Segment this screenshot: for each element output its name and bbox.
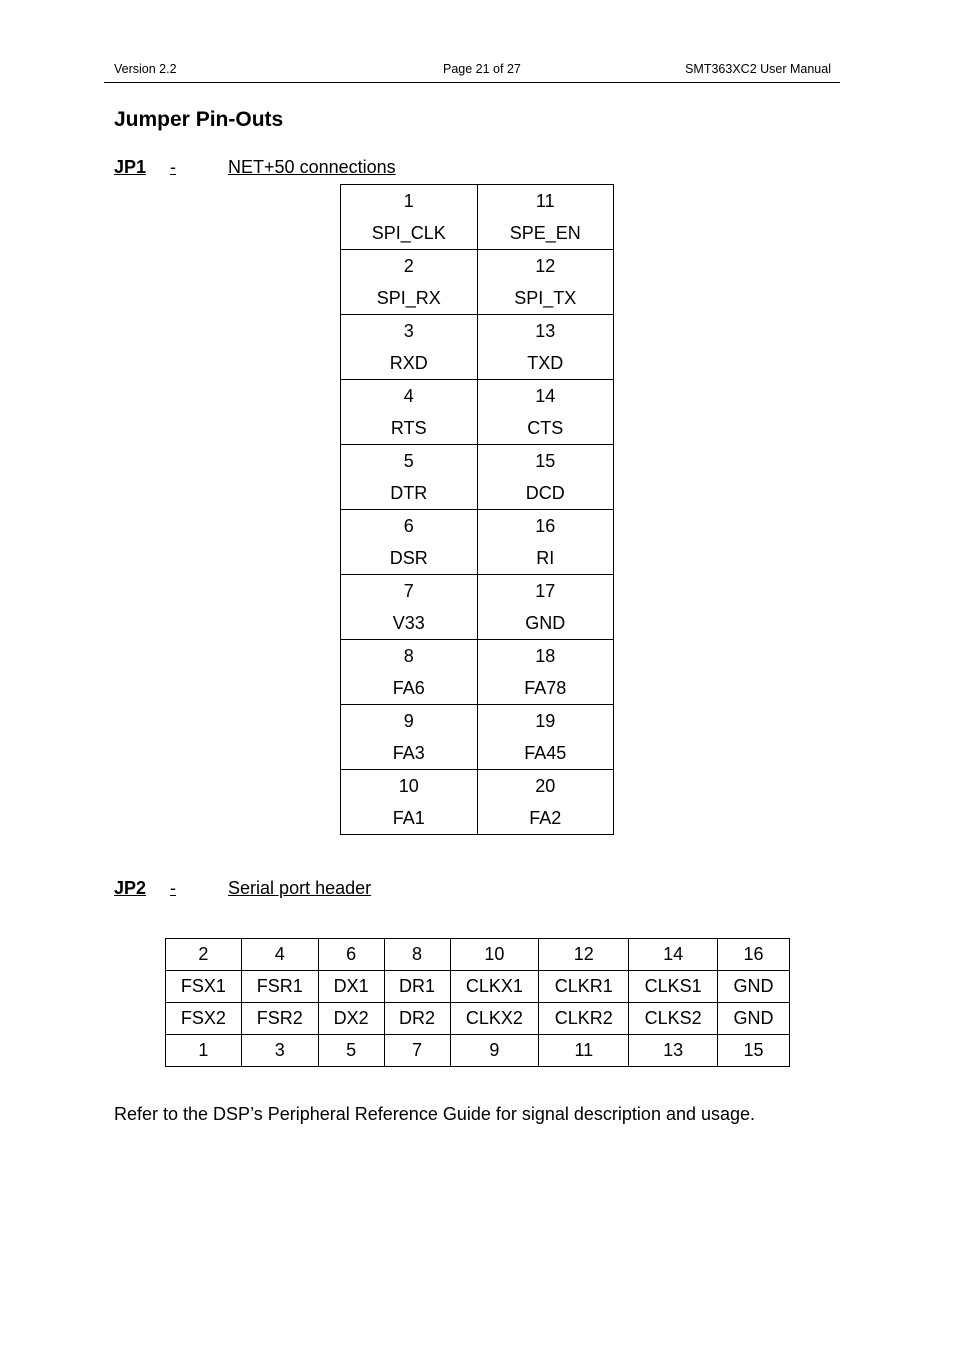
jp2-pinout-table	[165, 938, 790, 1067]
table-cell: 14	[629, 939, 718, 971]
table-cell: 13	[629, 1035, 718, 1067]
table-row	[341, 640, 614, 705]
pin-cell-left	[341, 705, 478, 770]
footnote-text: Refer to the DSP’s Peripheral Reference Guide for signal description and usage.	[114, 1104, 756, 1124]
table-row	[341, 445, 614, 510]
table-row	[341, 510, 614, 575]
table-cell: 9	[450, 1035, 539, 1067]
table-cell: 11	[539, 1035, 629, 1067]
table-cell: FSR2	[241, 1003, 318, 1035]
pin-signal: DTR	[390, 483, 428, 503]
section-title: Jumper Pin-Outs	[114, 108, 284, 131]
table-row	[166, 939, 790, 971]
table-cell: FSX1	[166, 971, 242, 1003]
table-cell: FSR1	[241, 971, 318, 1003]
table-row	[341, 185, 614, 250]
pin-signal: RXD	[389, 353, 428, 373]
pin-number: 14	[535, 386, 556, 406]
pin-cell-left	[341, 185, 478, 250]
table-cell: GND	[718, 971, 790, 1003]
pin-signal: CTS	[527, 418, 564, 438]
table-cell: DR1	[384, 971, 450, 1003]
pin-number: 2	[403, 256, 414, 276]
jp2-name: JP2	[114, 878, 147, 898]
jp2-heading	[114, 878, 371, 899]
table-cell: DR2	[384, 1003, 450, 1035]
pin-number: 8	[403, 646, 414, 666]
table-cell: CLKR1	[539, 971, 629, 1003]
pin-cell-right	[477, 770, 614, 835]
table-cell: 3	[241, 1035, 318, 1067]
table-cell: 12	[539, 939, 629, 971]
pin-number: 15	[535, 451, 556, 471]
pin-number: 16	[535, 516, 556, 536]
pin-number: 20	[535, 776, 556, 796]
pin-signal: FA1	[392, 808, 425, 828]
jp2-separator: -	[170, 878, 177, 898]
table-cell: 4	[241, 939, 318, 971]
table-row	[341, 315, 614, 380]
pin-cell-left	[341, 380, 478, 445]
table-row	[166, 1003, 790, 1035]
pin-number: 10	[398, 776, 419, 796]
table-cell: 1	[166, 1035, 242, 1067]
pin-cell-right	[477, 575, 614, 640]
pin-cell-right	[477, 705, 614, 770]
manual-title: SMT363XC2 User Manual	[685, 62, 831, 76]
pin-number: 17	[535, 581, 556, 601]
pin-cell-left	[341, 445, 478, 510]
table-row	[166, 1035, 790, 1067]
page-number: Page 21 of 27	[443, 62, 521, 76]
pin-number: 5	[403, 451, 414, 471]
table-row	[341, 250, 614, 315]
table-row	[341, 705, 614, 770]
table-cell: CLKS1	[629, 971, 718, 1003]
pin-signal: FA78	[524, 678, 567, 698]
table-cell: CLKS2	[629, 1003, 718, 1035]
jp1-pinout-table	[340, 184, 614, 835]
jp1-name: JP1	[114, 157, 147, 177]
page-header	[104, 60, 840, 83]
pin-signal: FA2	[529, 808, 562, 828]
table-row	[341, 380, 614, 445]
pin-number: 9	[403, 711, 414, 731]
table-row	[341, 575, 614, 640]
pin-cell-right	[477, 250, 614, 315]
pin-signal: SPI_TX	[514, 288, 577, 308]
pin-signal: FA3	[392, 743, 425, 763]
table-row	[341, 770, 614, 835]
table-cell: GND	[718, 1003, 790, 1035]
pin-number: 3	[403, 321, 414, 341]
pin-number: 6	[403, 516, 414, 536]
table-cell: 16	[718, 939, 790, 971]
pin-cell-right	[477, 185, 614, 250]
pin-signal: DSR	[389, 548, 428, 568]
pin-cell-right	[477, 445, 614, 510]
pin-signal: SPI_RX	[376, 288, 441, 308]
pin-cell-left	[341, 640, 478, 705]
pin-cell-right	[477, 315, 614, 380]
table-cell: DX1	[318, 971, 384, 1003]
pin-signal: FA6	[392, 678, 425, 698]
pin-cell-left	[341, 250, 478, 315]
pin-cell-left	[341, 315, 478, 380]
table-cell: CLKX2	[450, 1003, 539, 1035]
table-cell: 8	[384, 939, 450, 971]
jp1-description: NET+50 connections	[228, 157, 396, 177]
jp2-description: Serial port header	[228, 878, 372, 898]
pin-signal: GND	[525, 613, 566, 633]
pin-cell-right	[477, 640, 614, 705]
table-cell: 10	[450, 939, 539, 971]
pin-number: 11	[535, 191, 555, 211]
pin-number: 18	[535, 646, 556, 666]
pin-cell-right	[477, 380, 614, 445]
table-cell: 15	[718, 1035, 790, 1067]
version-label: Version 2.2	[114, 62, 177, 76]
pin-signal: DCD	[525, 483, 565, 503]
pin-signal: SPI_CLK	[371, 223, 446, 243]
pin-signal: RI	[536, 548, 555, 568]
table-cell: FSX2	[166, 1003, 242, 1035]
pin-cell-left	[341, 770, 478, 835]
pin-signal: SPE_EN	[509, 223, 581, 243]
pin-number: 4	[403, 386, 414, 406]
table-cell: 5	[318, 1035, 384, 1067]
pin-cell-right	[477, 510, 614, 575]
table-cell: CLKX1	[450, 971, 539, 1003]
pin-number: 7	[403, 581, 414, 601]
pin-cell-left	[341, 510, 478, 575]
jp1-heading	[114, 157, 396, 178]
jp1-separator: -	[170, 157, 177, 177]
table-cell: CLKR2	[539, 1003, 629, 1035]
pin-cell-left	[341, 575, 478, 640]
table-cell: 7	[384, 1035, 450, 1067]
table-cell: DX2	[318, 1003, 384, 1035]
table-row	[166, 971, 790, 1003]
pin-signal: FA45	[524, 743, 567, 763]
table-cell: 6	[318, 939, 384, 971]
pin-signal: RTS	[390, 418, 427, 438]
pin-number: 1	[403, 191, 414, 211]
pin-number: 19	[535, 711, 556, 731]
pin-signal: TXD	[527, 353, 564, 373]
table-cell: 2	[166, 939, 242, 971]
pin-signal: V33	[392, 613, 425, 633]
pin-number: 12	[535, 256, 556, 276]
pin-number: 13	[535, 321, 556, 341]
